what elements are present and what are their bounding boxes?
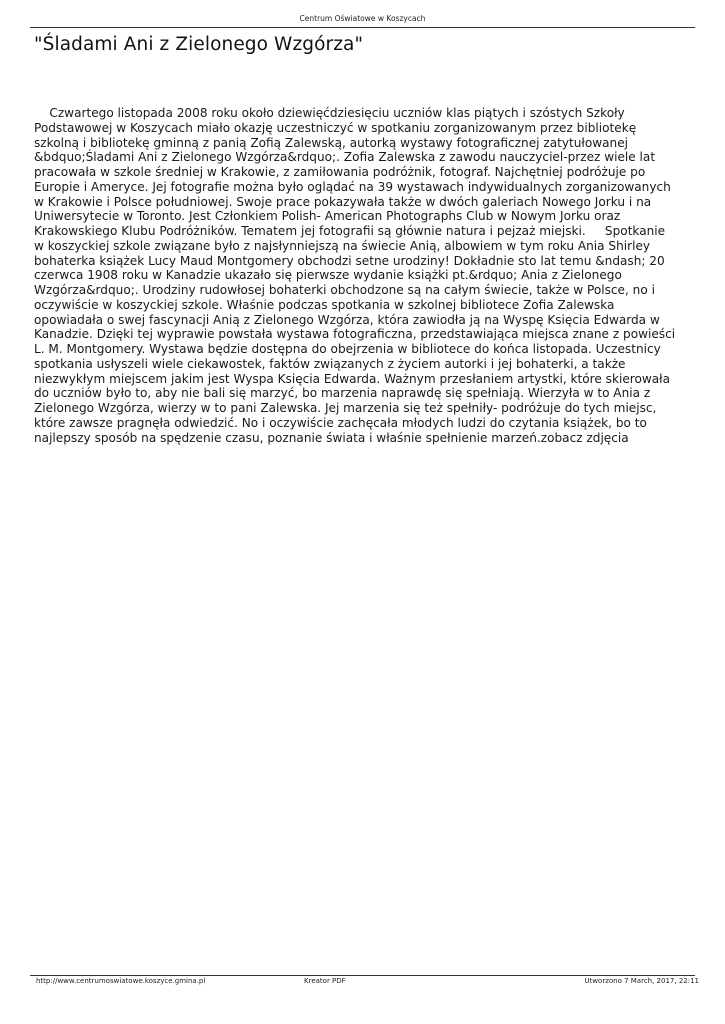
article-line: czerwca 1908 roku w Kanadzie ukazało się pierwsze wydanie książki pt.&rdquo; Ania z Zielonego xyxy=(34,268,622,283)
article-line: Podstawowej w Koszycach miało okazję uczestniczyć w spotkaniu zorganizowanym przez bibliotekę xyxy=(34,120,637,135)
article-title: "Śladami Ani z Zielonego Wzgórza" xyxy=(34,34,364,55)
article-line: bohaterka książek Lucy Maud Montgomery obchodzi setne urodziny! Dokładnie sto lat temu &ndash; 20 xyxy=(34,253,665,268)
article-line: do uczniów było to, aby nie bali się marzyć, bo marzenia naprawdę się spełniają. Wierzyła w to Ania z xyxy=(34,386,651,401)
header-divider xyxy=(30,27,695,28)
footer-generator: Kreator PDF xyxy=(304,977,346,985)
article-line: które zawsze pragnęła odwiedzić. No i oczywiście zachęcała młodych ludzi do czytania książek, bo to xyxy=(34,415,647,430)
article-line: Zielonego Wzgórza, wierzy w to pani Zalewska. Jej marzenia się też spełniły- podróżuje do tych miejsc, xyxy=(34,401,657,415)
article-line: opowiadała o swej fascynacji Anią z Zielonego Wzgórza, która zawiodła ją na Wyspę Księcia Edwarda w xyxy=(34,312,660,327)
article-line: Czwartego listopada 2008 roku około dziewięćdziesięciu uczniów klas piątych i szóstych Szkoły xyxy=(34,106,625,120)
page-footer xyxy=(36,977,699,989)
article-line: Kanadzie. Dzięki tej wyprawie powstała wystawa fotograficzna, przedstawiająca miejsca znane z powieści xyxy=(34,327,676,342)
article-line: L. M. Montgomery. Wystawa będzie dostępna do obejrzenia w bibliotece do końca listopada. Uczestnicy xyxy=(34,342,661,356)
article-line: najlepszy sposób na spędzenie czasu, poznanie świata i właśnie spełnienie marzeń.zobacz zdjęcia xyxy=(34,430,629,445)
article-line: w Krakowie i Polsce południowej. Swoje prace pokazywała także w dwóch galeriach Nowego Jorku i na xyxy=(34,194,652,209)
article-line: Wzgórza&rdquo;. Urodziny rudowłosej bohaterki obchodzone są na całym świecie, także w Polsce, no i xyxy=(34,283,655,297)
article-line: w koszyckiej szkole związane było z najsłynniejszą na świecie Anią, albowiem w tym roku Ania Shirley xyxy=(34,238,651,253)
article-body xyxy=(34,106,690,445)
article-line: niezwykłym miejscem jakim jest Wyspa Księcia Edwarda. Ważnym przesłaniem artystki, które skierowała xyxy=(34,371,671,386)
footer-divider xyxy=(30,975,695,976)
footer-url: http://www.centrumoswiatowe.koszyce.gmina.pl xyxy=(36,977,206,985)
article-line: Krakowskiego Klubu Podróżników. Tematem jej fotografii są głównie natura i pejzaż miejski. Spotkanie xyxy=(34,224,666,238)
article-line: pracowała w szkole średniej w Krakowie, z zamiłowania podróżnik, fotograf. Najchętniej podróżuje po xyxy=(34,165,646,179)
article-line: Europie i Ameryce. Jej fotografie można było oglądać na 39 wystawach indywidualnych zorganizowanych xyxy=(34,179,671,194)
article-line: &bdquo;Śladami Ani z Zielonego Wzgórza&rdquo;. Zofia Zalewska z zawodu nauczyciel-przez wiele lat xyxy=(34,150,656,165)
footer-created-date: Utworzono 7 March, 2017, 22:11 xyxy=(584,977,699,985)
page-header-site-name: Centrum Oświatowe w Koszycach xyxy=(299,14,426,23)
article-line: oczywiście w koszyckiej szkole. Właśnie podczas spotkania w szkolnej bibliotece Zofia Zalewska xyxy=(34,297,615,312)
article-line: Uniwersytecie w Toronto. Jest Członkiem Polish- American Photographs Club w Nowym Jorku oraz xyxy=(34,209,621,224)
article-line: spotkania usłyszeli wiele ciekawostek, faktów związanych z życiem autorki i jej bohaterki, a także xyxy=(34,356,626,371)
article-line: szkolną i bibliotekę gminną z panią Zofią Zalewską, autorką wystawy fotograficznej zatytułowanej xyxy=(34,135,629,150)
